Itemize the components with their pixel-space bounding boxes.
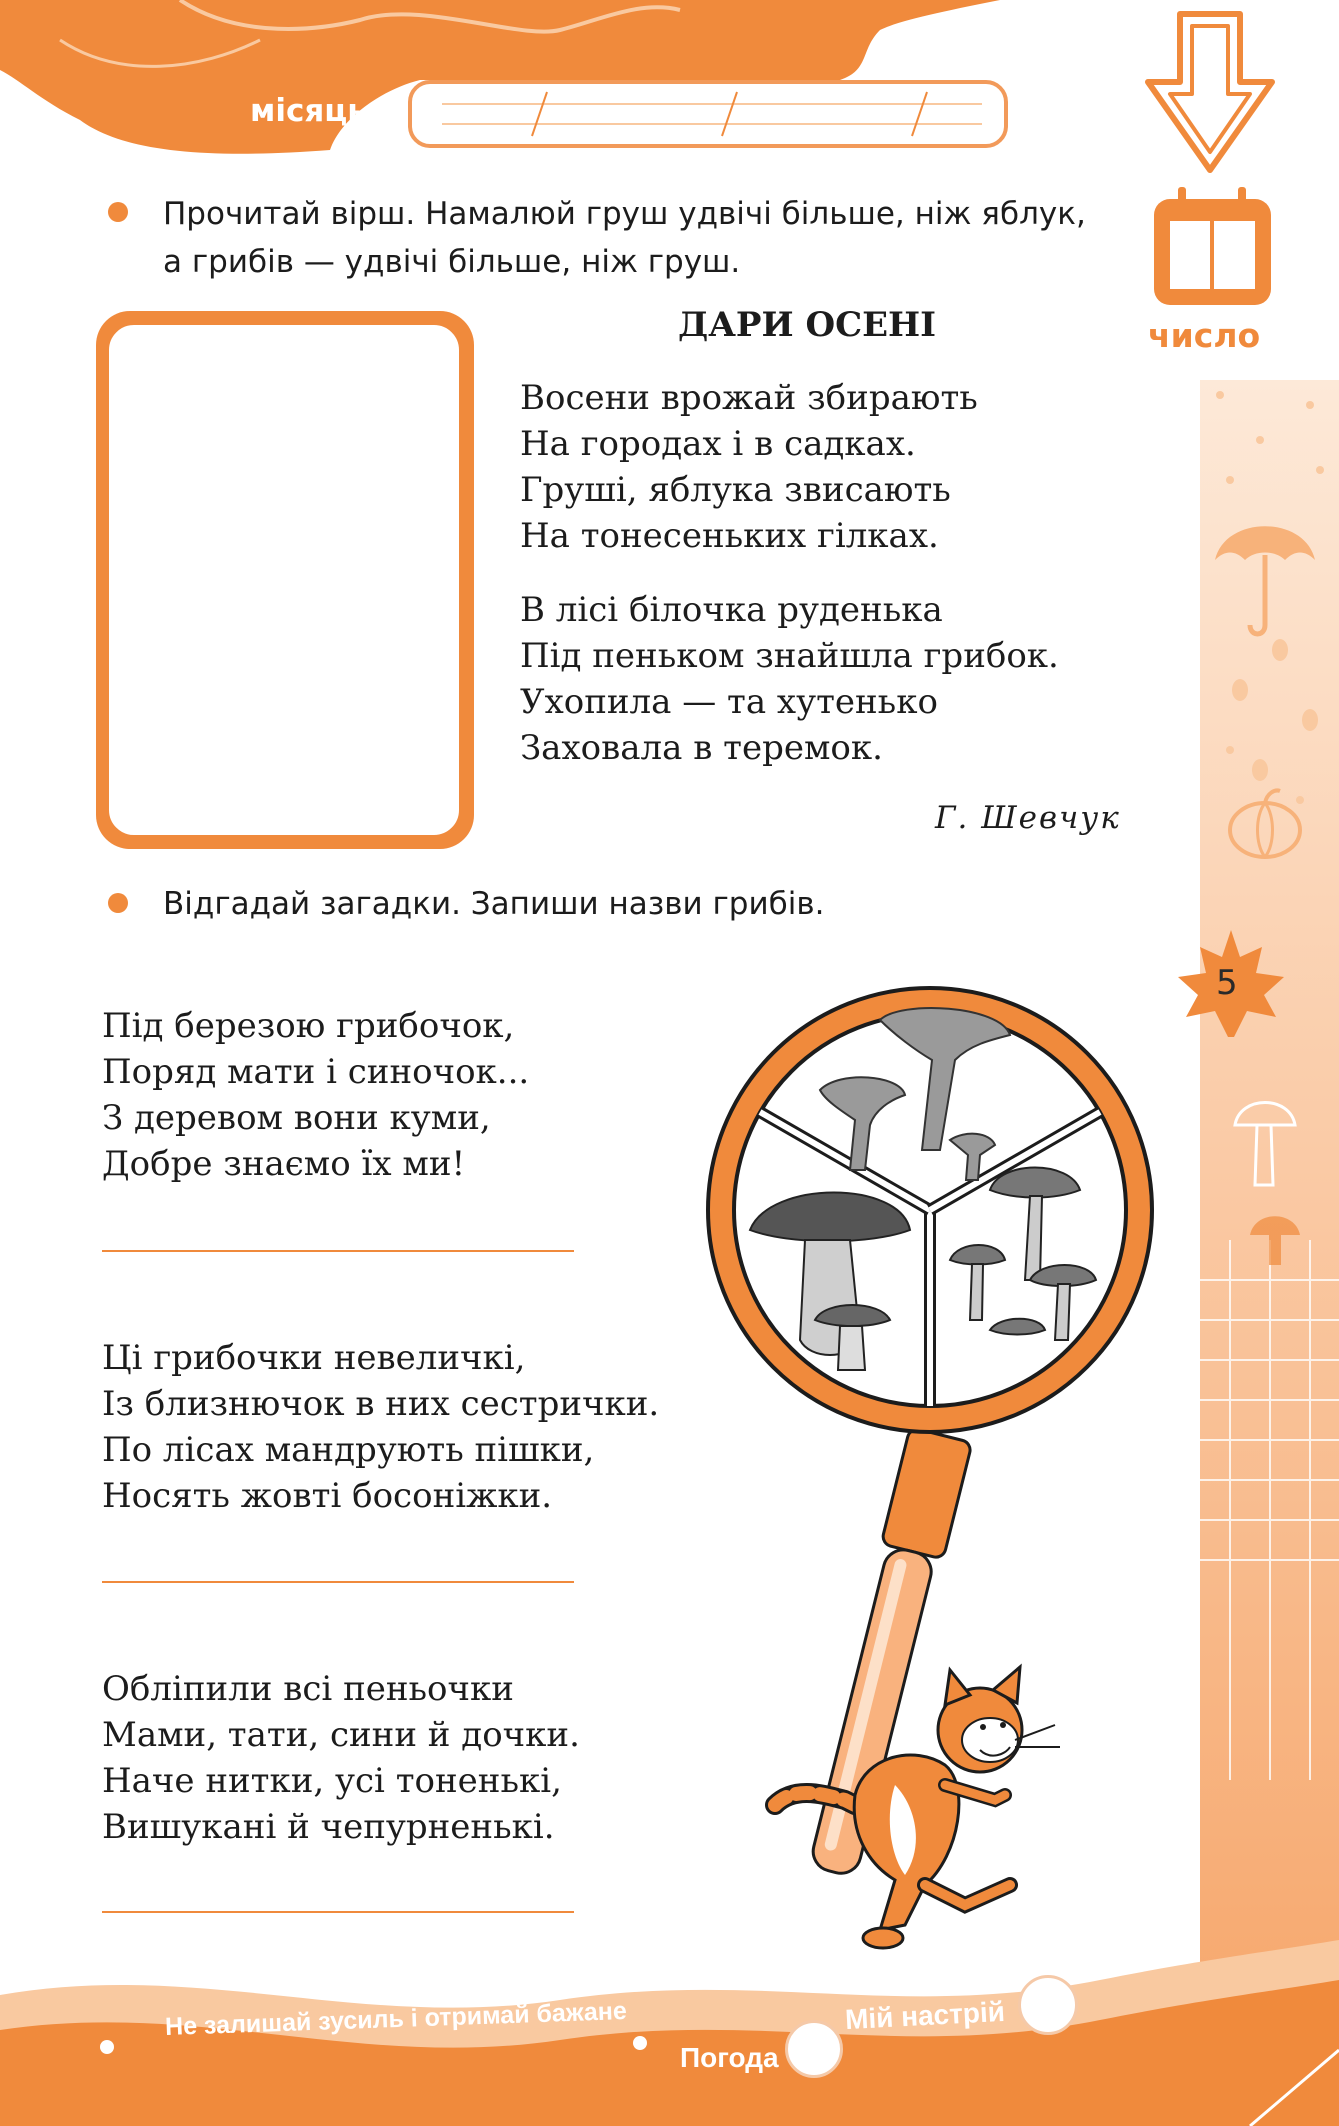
footer-motto: Не залишай зусиль і отримай бажане (164, 1996, 628, 2042)
poem-line: На городах і в садках. (520, 424, 916, 464)
poem-stanza-2 (520, 587, 1059, 771)
task2-instruction: Відгадай загадки. Запиши назви грибів. (163, 886, 825, 922)
task1-instruction-line1: Прочитай вірш. Намалюй груш удвічі більше, ніж яблук, (163, 196, 1086, 232)
bullet-task2 (108, 893, 128, 913)
poem-line: Восени врожай збирають (520, 378, 978, 418)
poem-line: На тонесеньких гілках. (520, 516, 939, 556)
poem-line: Під пеньком знайшла грибок. (520, 636, 1059, 676)
poem-line: В лісі білочка руденька (520, 590, 943, 630)
month-input[interactable] (408, 80, 1008, 148)
riddle-line: Поряд мати і синочок... (102, 1052, 530, 1092)
riddle-1 (102, 1003, 529, 1187)
riddle-2 (102, 1335, 659, 1519)
answer-line-3[interactable] (102, 1911, 574, 1913)
poem-stanza-1 (520, 375, 978, 559)
calendar-icon (1150, 185, 1275, 310)
riddle-line: По лісах мандрують пішки, (102, 1430, 595, 1470)
riddle-line: Вишукані й чепурненькі. (102, 1807, 555, 1847)
riddle-3 (102, 1666, 580, 1850)
task1-instruction-line2: а грибів — удвічі більше, ніж груш. (163, 244, 741, 280)
number-label: число (1148, 316, 1261, 355)
weather-circle[interactable] (785, 2020, 843, 2078)
drawing-area[interactable] (104, 320, 464, 840)
riddle-line: Наче нитки, усі тоненькі, (102, 1761, 562, 1801)
riddle-line: Носять жовті босоніжки. (102, 1476, 553, 1516)
down-arrow-icon (1140, 10, 1280, 175)
riddle-line: Мами, тати, сини й дочки. (102, 1715, 580, 1755)
answer-line-2[interactable] (102, 1581, 574, 1583)
riddle-line: Добре знаємо їх ми! (102, 1144, 466, 1184)
weather-label: Погода (680, 2042, 779, 2073)
poem-author: Г. Шевчук (935, 800, 1121, 836)
decor-leaves-icon (1200, 380, 1339, 880)
poem-line: Груші, яблука звисають (520, 470, 951, 510)
riddle-line: З деревом вони куми, (102, 1098, 491, 1138)
riddle-line: Із близнючок в них сестрички. (102, 1384, 660, 1424)
riddle-line: Під березою грибочок, (102, 1006, 515, 1046)
mood-label: Мій настрій (844, 1995, 1006, 2036)
riddle-line: Обліпили всі пеньочки (102, 1669, 514, 1709)
cat-icon (755, 1655, 1085, 1955)
bullet-task1 (108, 202, 128, 222)
mushroom-icon (1225, 1085, 1325, 1285)
month-label: місяць (250, 93, 367, 129)
poem-line: Ухопила — та хутенько (520, 682, 938, 722)
mood-circle[interactable] (1018, 1975, 1078, 2035)
poem-line: Заховала в теремок. (520, 728, 883, 768)
page-number: 5 (1216, 963, 1238, 1003)
poem-title: ДАРИ ОСЕНІ (678, 305, 937, 345)
answer-line-1[interactable] (102, 1250, 574, 1252)
riddle-line: Ці грибочки невеличкі, (102, 1338, 526, 1378)
